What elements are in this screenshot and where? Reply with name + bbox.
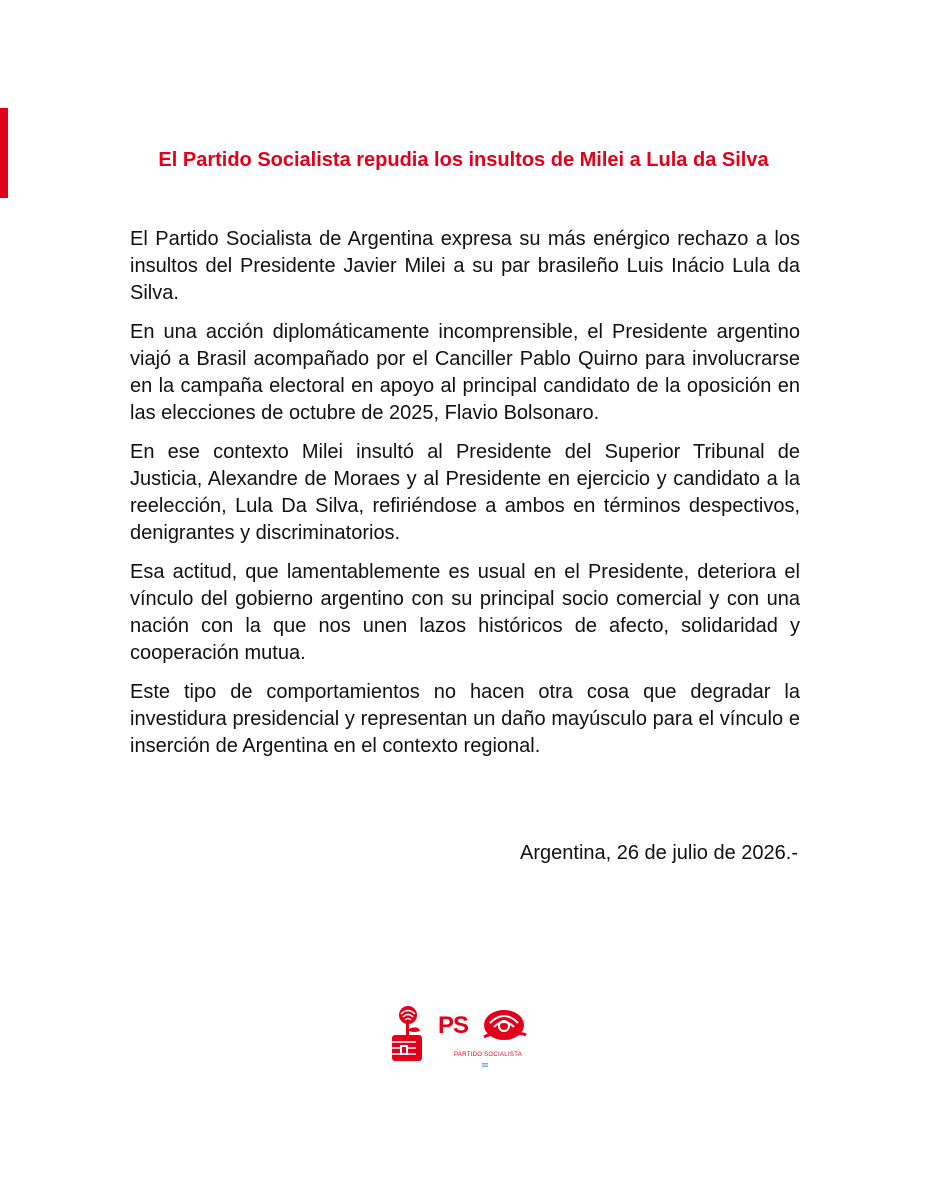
argentina-flag-icon bbox=[482, 1063, 488, 1067]
accent-bar bbox=[0, 108, 8, 198]
rose-fist-icon bbox=[386, 1005, 428, 1063]
rose-icon bbox=[478, 1005, 530, 1045]
logo-group bbox=[386, 1005, 536, 1075]
ps-logo-letters: PS bbox=[438, 1012, 469, 1039]
paragraph-2: En una acción diplomáticamente incomprensible, el Presidente argentino viajó a Brasil acompañado por el Canciller Pablo Quirno para involucrarse en la campaña electoral en apoyo al principal candidato de la oposición en las elecciones de octubre de 2025, Flavio Bolsonaro. bbox=[130, 321, 800, 424]
document-body bbox=[130, 226, 800, 772]
paragraph-3: En ese contexto Milei insultó al Presidente del Superior Tribunal de Justicia, Alexandre de Moraes y al Presidente en ejercicio y candidato a la reelección, Lula Da Silva, refiriéndose a ambos en términos despectivos, denigrantes y discriminatorios. bbox=[130, 441, 800, 544]
paragraph-1: El Partido Socialista de Argentina expresa su más enérgico rechazo a los insultos del Presidente Javier Milei a su par brasileño Luis Inácio Lula da Silva. bbox=[130, 228, 800, 304]
paragraph-5: Este tipo de comportamientos no hacen otra cosa que degradar la investidura presidencial y representan un daño mayúsculo para el vínculo e inserción de Argentina en el contexto regional. bbox=[130, 681, 800, 757]
paragraph-4: Esa actitud, que lamentablemente es usual en el Presidente, deteriora el vínculo del gobierno argentino con su principal socio comercial y con una nación con la que nos unen lazos históricos de afecto, solidaridad y cooperación mutua. bbox=[130, 561, 800, 664]
document-title: El Partido Socialista repudia los insultos de Milei a Lula da Silva bbox=[158, 149, 769, 171]
ps-logo bbox=[438, 1005, 536, 1073]
ps-logo-caption: PARTIDO SOCIALISTA bbox=[453, 1052, 523, 1058]
signature-date: Argentina, 26 de julio de 2026.- bbox=[520, 842, 798, 864]
